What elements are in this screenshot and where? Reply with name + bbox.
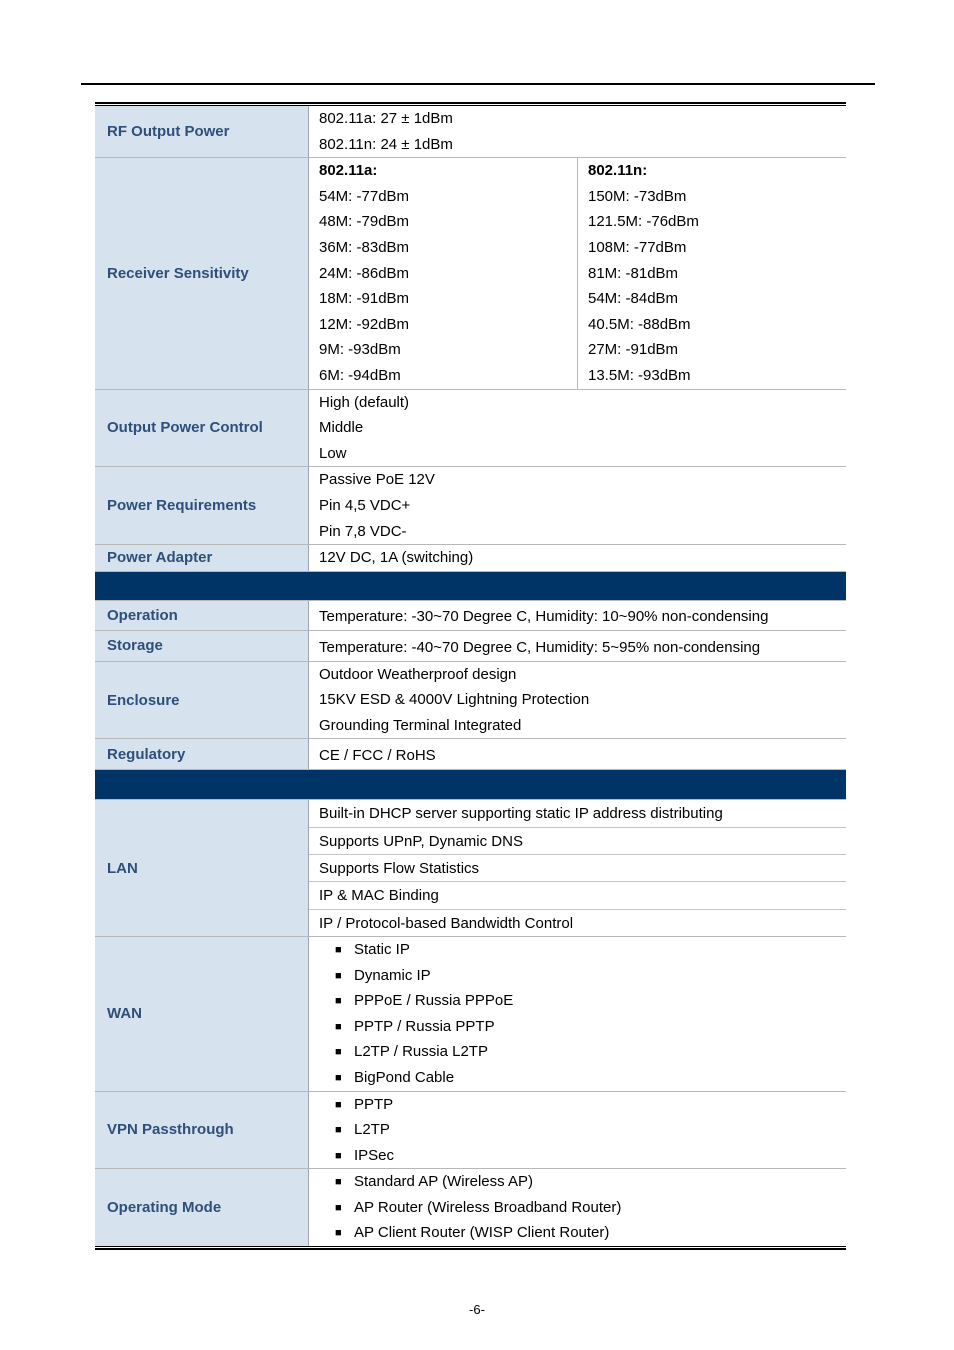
value-line: IP / Protocol-based Bandwidth Control: [319, 914, 574, 932]
value-output-power-control: [309, 390, 846, 467]
column-header: 802.11n:: [588, 162, 648, 180]
bullet-item: ■ PPTP: [319, 1092, 836, 1118]
bullet-item: ■ PPTP / Russia PPTP: [319, 1014, 836, 1040]
value-line: 108M: -77dBm: [588, 238, 687, 256]
bullet-item: ■ Static IP: [319, 937, 836, 963]
header-rule: [81, 83, 875, 85]
value-line: Pin 7,8 VDC-: [319, 522, 407, 540]
bullet-item: ■ BigPond Cable: [319, 1065, 836, 1091]
value-regulatory: [309, 739, 846, 769]
label-receiver-sensitivity: Receiver Sensitivity: [95, 158, 309, 388]
value-line: CE / FCC / RoHS: [319, 747, 436, 765]
value-power-adapter: [309, 545, 846, 571]
value-line: 54M: -77dBm: [319, 187, 410, 205]
value-line: 13.5M: -93dBm: [588, 366, 691, 384]
label-regulatory: Regulatory: [95, 739, 309, 769]
value-line: 24M: -86dBm: [319, 264, 410, 282]
value-line: 6M: -94dBm: [319, 366, 401, 384]
row-storage: [95, 631, 846, 662]
bullet-item: ■ Dynamic IP: [319, 963, 836, 989]
value-line: Built-in DHCP server supporting static IP address distributing: [309, 800, 846, 827]
value-operation: [309, 601, 846, 630]
value-line: Supports UPnP, Dynamic DNS: [309, 828, 846, 855]
bullet-item: ■ AP Router (Wireless Broadband Router): [319, 1195, 836, 1221]
bullet-item: ■ IPSec: [319, 1143, 836, 1169]
value-line: 121.5M: -76dBm: [588, 213, 699, 231]
value-line: 12V DC, 1A (switching): [319, 549, 474, 567]
bullet-item: ■ Standard AP (Wireless AP): [319, 1169, 836, 1195]
row-receiver-sensitivity: [95, 158, 846, 389]
row-wan: [95, 937, 846, 1092]
label-operation: Operation: [95, 601, 309, 630]
value-line: High (default): [319, 393, 410, 411]
row-rf-output-power: [95, 106, 846, 158]
value-enclosure: [309, 662, 846, 739]
label-enclosure: Enclosure: [95, 662, 309, 739]
page-number: -6-: [469, 1302, 485, 1317]
label-power-adapter: Power Adapter: [95, 545, 309, 571]
bullet-item: ■ AP Client Router (WISP Client Router): [319, 1220, 836, 1246]
column-header: 802.11a:: [319, 162, 378, 180]
label-power-requirements: Power Requirements: [95, 467, 309, 544]
row-vpn-passthrough: [95, 1092, 846, 1170]
value-line: Low: [319, 444, 347, 462]
value-line: Pin 4,5 VDC+: [319, 496, 411, 514]
receiver-sensitivity-values: [309, 158, 846, 388]
row-power-requirements: [95, 467, 846, 545]
row-operating-mode: [95, 1169, 846, 1246]
value-line: 12M: -92dBm: [319, 315, 410, 333]
row-power-adapter: [95, 545, 846, 572]
row-lan: [95, 800, 846, 936]
label-vpn-passthrough: VPN Passthrough: [95, 1092, 309, 1169]
value-line: 15KV ESD & 4000V Lightning Protection: [319, 691, 590, 709]
column-802-11a: [309, 158, 577, 388]
column-802-11n: [577, 158, 846, 388]
value-vpn-passthrough: [309, 1092, 846, 1169]
row-output-power-control: [95, 390, 846, 468]
row-enclosure: [95, 662, 846, 740]
value-storage: [309, 631, 846, 661]
value-line: 48M: -79dBm: [319, 213, 410, 231]
value-line: 150M: -73dBm: [588, 187, 687, 205]
value-line: IP & MAC Binding: [309, 882, 846, 909]
value-line: 802.11n: 24 ± 1dBm: [319, 135, 453, 153]
value-line: Supports Flow Statistics: [309, 855, 846, 882]
section-band: [95, 770, 846, 800]
label-storage: Storage: [95, 631, 309, 661]
label-lan: LAN: [95, 800, 309, 935]
value-line: Temperature: -40~70 Degree C, Humidity: 5~95% non-condensing: [319, 638, 761, 656]
value-line: 9M: -93dBm: [319, 341, 401, 359]
value-line: 18M: -91dBm: [319, 290, 410, 308]
value-line: 40.5M: -88dBm: [588, 315, 691, 333]
value-line: Outdoor Weatherproof design: [319, 665, 517, 683]
value-operating-mode: [309, 1169, 846, 1246]
row-regulatory: [95, 739, 846, 770]
value-line: 54M: -84dBm: [588, 290, 679, 308]
label-operating-mode: Operating Mode: [95, 1169, 309, 1246]
value-line: Temperature: -30~70 Degree C, Humidity: 10~90% non-condensing: [319, 607, 769, 625]
value-rf-output-power: [309, 106, 846, 157]
value-line: 36M: -83dBm: [319, 238, 410, 256]
bullet-item: ■ L2TP / Russia L2TP: [319, 1039, 836, 1065]
spec-table: [95, 102, 846, 1250]
value-line: Passive PoE 12V: [319, 471, 435, 489]
value-wan: [309, 937, 846, 1091]
value-line: Grounding Terminal Integrated: [319, 716, 522, 734]
bullet-item: ■ L2TP: [319, 1117, 836, 1143]
value-line: 81M: -81dBm: [588, 264, 679, 282]
value-line: Middle: [319, 419, 364, 437]
label-wan: WAN: [95, 937, 309, 1091]
label-rf-output-power: RF Output Power: [95, 106, 309, 157]
table-bottom-rule: [95, 1246, 846, 1250]
bullet-item: ■ PPPoE / Russia PPPoE: [319, 988, 836, 1014]
row-operation: [95, 601, 846, 631]
value-lan: [309, 800, 846, 935]
label-output-power-control: Output Power Control: [95, 390, 309, 467]
value-line: 802.11a: 27 ± 1dBm: [319, 110, 453, 127]
value-line: 27M: -91dBm: [588, 341, 679, 359]
section-band: [95, 572, 846, 601]
value-power-requirements: [309, 467, 846, 544]
